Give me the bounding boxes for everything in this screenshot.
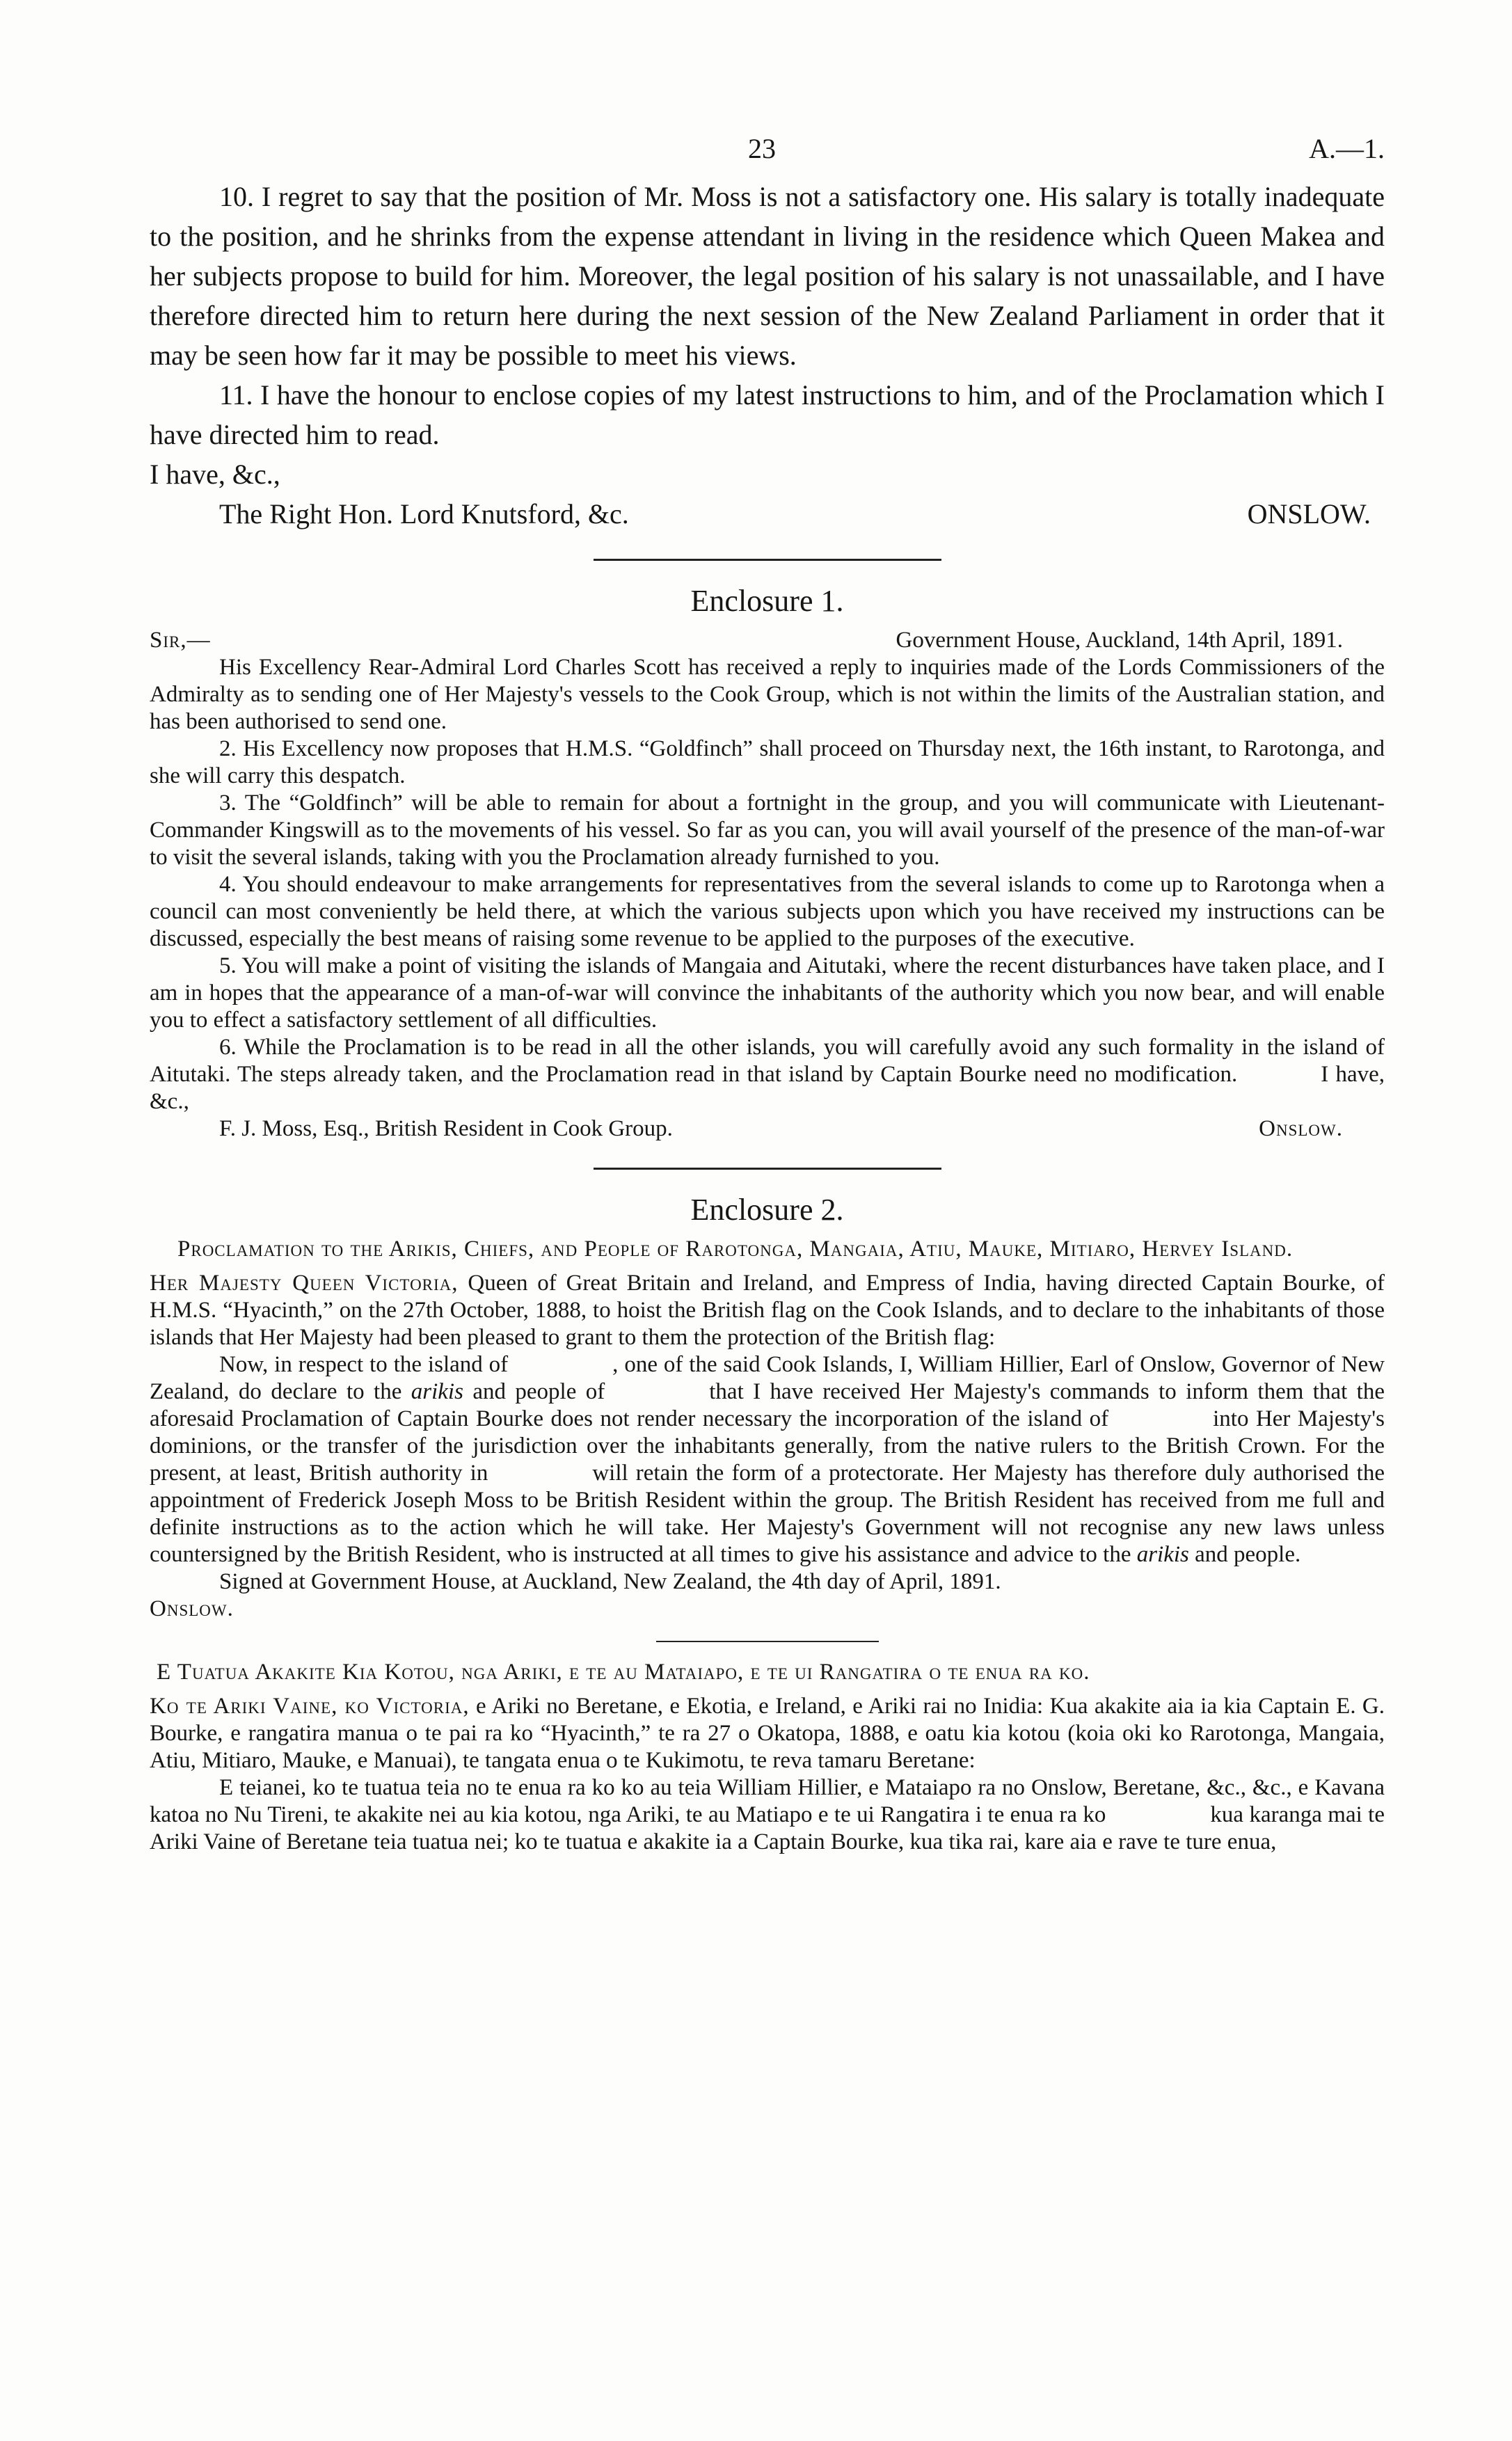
despatch-section: [150, 177, 1385, 534]
enclosure-1-paragraph-4: 4. You should endeavour to make arrangements for representatives from the several islands to come up to Rarotonga when a council can most conveniently be held there, at which the various subjects upon which you have received my instructions can be discussed, especially the best means of raising some revenue to be applied to the purposes of the executive.: [150, 872, 1385, 951]
enclosure-1-signature-row: [150, 1115, 1385, 1143]
proclamation-signed: Signed at Government House, at Auckland, New Zealand, the 4th day of April, 1891.: [219, 1569, 1001, 1594]
closing-text: I have, &c.,: [150, 459, 280, 490]
section-divider: [594, 1168, 941, 1170]
enclosure-1-paragraph-6: [150, 1034, 1385, 1115]
enclosure-1-paragraph-1: His Excellency Rear-Admiral Lord Charles Scott has received a reply to inquiries made of the Lords Commissioners of the Admiralty as to sending one of Her Majesty's vessels to the Cook Group, which is not within the limits of the Australian station, and has been authorised to send one.: [150, 655, 1385, 734]
p2-text-a: Now, in respect to the island of: [219, 1352, 509, 1377]
despatch-signature-row: [150, 494, 1385, 534]
proclamation-paragraph-1-text: Queen of Great Britain and Ireland, and Empress of India, having directed Captain Bourke, of H.M.S. “Hyacinth,” on the 27th October, 1888, to hoist the British flag on the Cook Islands, and to declare to the inhabitants of those islands that Her Majesty had been pleased to grant to them the protection of the British flag:: [150, 1271, 1385, 1350]
document-page: [150, 132, 1385, 1856]
maori-heading: E Tuatua Akakite Kia Kotou, nga Ariki, e te au Mataiapo, e te ui Rangatira o te enua ra ko.: [157, 1660, 1090, 1685]
proclamation-heading: Proclamation to the Arikis, Chiefs, and People of Rarotonga, Mangaia, Atiu, Mauke, Mitiaro, Hervey Island.: [177, 1237, 1294, 1262]
despatch-closing: [150, 454, 1385, 494]
p2-text-b: , one of the said Cook Islands, I, William Hillier, Earl of Onslow, Governor of New Zealand, do declare to the: [150, 1352, 1385, 1404]
proclamation-paragraph-1: [150, 1270, 1385, 1351]
enclosure-1-paragraph-2: 2. His Excellency now proposes that H.M.S. “Goldfinch” shall proceed on Thursday next, the 16th instant, to Rarotonga, and she will carry this despatch.: [150, 736, 1385, 788]
p2-arikis: arikis: [411, 1379, 463, 1404]
enclosure-1-title: Enclosure 1.: [690, 584, 844, 618]
proclamation-paragraph-2: [150, 1351, 1385, 1568]
enclosure-2-proclamation: [150, 1236, 1385, 1623]
maori-paragraph-1-text: e Ariki no Beretane, e Ekotia, e Ireland, e Ariki rai no Inidia: Kua akakite aia ia kia Captain E. G. Bourke, e rangatira manua o te pai ra ko “Hyacinth,” te ra 27 o Okatopa, 1888, e oatu kia kotou (koia oki ko Rarotonga, Mangaia, Atiu, Mitiaro, Mauke, e Manuai), te tangata enua o te Kukimotu, te reva tamaru Beretane:: [150, 1694, 1385, 1773]
despatch-paragraph-11: 11. I have the honour to enclose copies of my latest instructions to him, and of the Proclamation which I have directed him to read.: [150, 379, 1385, 450]
maori-lead: Ko te Ariki Vaine, ko Victoria,: [150, 1694, 470, 1719]
p2-text-d: that I have received Her Majesty's commands to inform them that the aforesaid Proclamation of Captain Bourke does not render necessary the incorporation of the island of: [150, 1379, 1385, 1431]
place-date: Government House, Auckland, 14th April, 1891.: [896, 628, 1343, 653]
despatch-signature: ONSLOW.: [1247, 498, 1371, 530]
p2-arikis-2: arikis: [1136, 1542, 1189, 1567]
letter-head-row: [150, 627, 1385, 654]
enclosure-1-paragraph-3: 3. The “Goldfinch” will be able to remain for about a fortnight in the group, and you will communicate with Lieutenant-Commander Kingswill as to the movements of his vessel. So far as you can, you will avail yourself of the presence of the man-of-war to visit the several islands, taking with you the Proclamation already furnished to you.: [150, 790, 1385, 870]
maori-proclamation: [150, 1659, 1385, 1856]
despatch-addressee: The Right Hon. Lord Knutsford, &c.: [219, 498, 629, 530]
maori-p2-text-a: E teianei, ko te tuatua teia no te enua ra ko ko au teia William Hillier, e Mataiapo ra no Onslow, Beretane, &c., &c., e Kavana katoa no Nu Tireni, te akakite nei au kia kotou, nga Ariki, te au Matiapo e te ui Rangatira i te enua ra ko: [150, 1775, 1385, 1827]
despatch-paragraph-10: 10. I regret to say that the position of Mr. Moss is not a satisfactory one. His salary is totally inadequate to the position, and he shrinks from the expense attendant in living in the residence which Queen Makea and her subjects propose to build for him. Moreover, the legal position of his salary is not unassailable, and I have therefore directed him to return here during the next session of the New Zealand Parliament in order that it may be seen how far it may be possible to meet his views.: [150, 181, 1385, 371]
maori-paragraph-1: [150, 1693, 1385, 1774]
maori-paragraph-2: [150, 1774, 1385, 1856]
enclosure-1-addressee: F. J. Moss, Esq., British Resident in Cook Group.: [219, 1116, 673, 1141]
proclamation-lead: Her Majesty Queen Victoria,: [150, 1271, 459, 1296]
proclamation-signature: Onslow.: [150, 1596, 234, 1621]
section-divider-small: [656, 1641, 879, 1642]
enclosure-2-title: Enclosure 2.: [690, 1193, 844, 1227]
enclosure-1-letter: [150, 627, 1385, 1143]
enclosure-1-signature: Onslow.: [1259, 1116, 1343, 1141]
salutation: Sir,—: [150, 628, 211, 653]
maori-p2-text-b: kua karanga mai te Ariki Vaine of Beretane teia tuatua nei; ko te tuatua e akakite ia a Captain Bourke, kua tika rai, kare aia e rave te ture enua,: [150, 1802, 1385, 1854]
p2-text-c: and people of: [472, 1379, 605, 1404]
page-header: [150, 132, 1385, 177]
enclosure-1-closing: I have, &c.,: [150, 1062, 1385, 1114]
p2-text-g: and people.: [1195, 1542, 1301, 1567]
enclosure-1-paragraph-5: 5. You will make a point of visiting the islands of Mangaia and Aitutaki, where the recent disturbances have taken place, and I am in hopes that the appearance of a man-of-war will convince the inhabitants of the authority which you now bear, and will enable you to effect a satisfactory settlement of all difficulties.: [150, 953, 1385, 1033]
paragraph-6-text: 6. While the Proclamation is to be read in all the other islands, you will carefully avoid any such formality in the island of Aitutaki. The steps already taken, and the Proclamation read in that island by Captain Bourke need no modification.: [150, 1035, 1385, 1087]
p2-text-e: into Her Majesty's dominions, or the transfer of the jurisdiction over the inhabitants generally, from the native rulers to the British Crown. For the present, at least, British authority in: [150, 1406, 1385, 1486]
document-reference: A.—1.: [1309, 133, 1385, 164]
page-number: 23: [748, 133, 776, 164]
section-divider: [594, 559, 941, 561]
p2-text-f: will retain the form of a protectorate. Her Majesty has therefore duly authorised the appointment of Frederick Joseph Moss to be British Resident within the group. The British Resident has received from me full and definite instructions as to the action which he will take. Her Majesty's Government will not recognise any new laws unless countersigned by the British Resident, who is instructed at all times to give his assistance and advice to the: [150, 1461, 1385, 1567]
